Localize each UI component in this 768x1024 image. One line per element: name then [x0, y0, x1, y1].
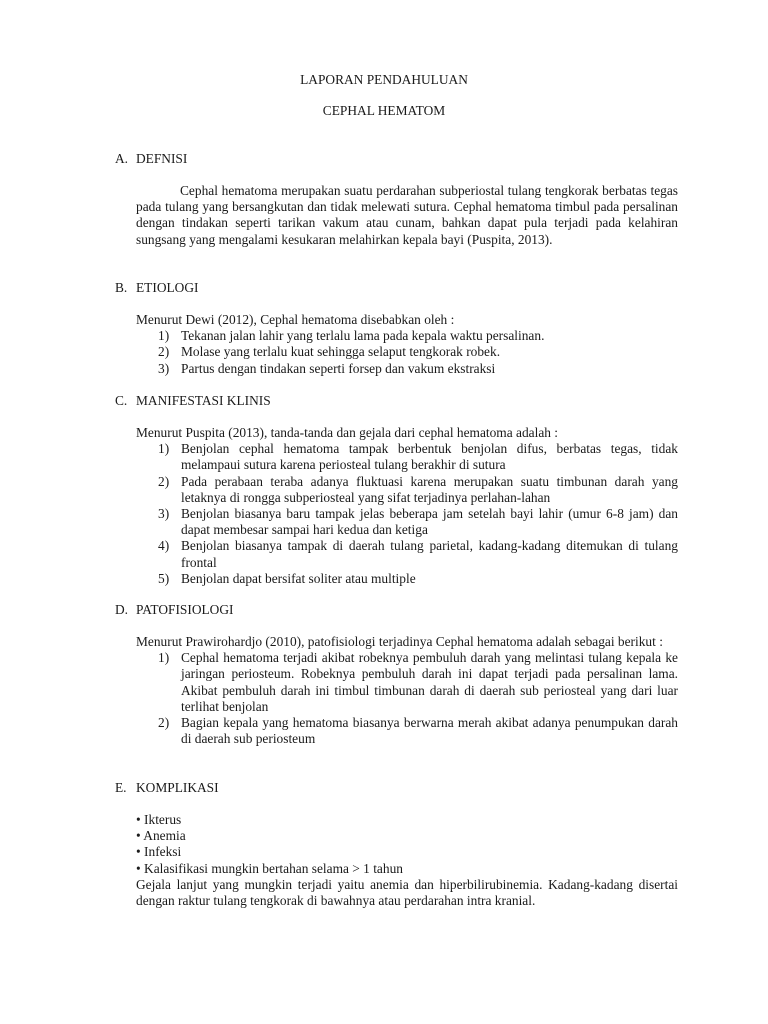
- list-item: [136, 328, 678, 344]
- etiologi-lead: Menurut Dewi (2012), Cephal hematoma disebabkan oleh :: [136, 312, 455, 327]
- list-text: Partus dengan tindakan seperti forsep dan vakum ekstraksi: [181, 360, 496, 376]
- list-number: 3): [158, 506, 170, 522]
- list-text: Benjolan biasanya baru tampak jelas beberapa jam setelah bayi lahir (umur 6-8 jam) dan dapat membesar sampai hari kedua dan ketiga: [181, 506, 678, 538]
- section-title: PATOFISIOLOGI: [136, 602, 234, 617]
- list-item: [136, 571, 678, 587]
- komplikasi-content: [136, 812, 678, 909]
- komplikasi-closing-paragraph: Gejala lanjut yang mungkin terjadi yaitu anemia dan hiperbilirubinemia. Kadang-kadang disertai dengan raktur tulang tengkorak di bawahnya atau perdarahan intra kranial.: [136, 876, 678, 909]
- manifestasi-list: [136, 441, 678, 587]
- section-letter: D.: [115, 602, 129, 617]
- list-text: Benjolan dapat bersifat soliter atau multiple: [181, 570, 416, 586]
- section-letter: E.: [115, 780, 127, 795]
- patofisiologi-lead: Menurut Prawirohardjo (2010), patofisiologi terjadinya Cephal hematoma adalah sebagai berikut :: [136, 634, 663, 649]
- list-number: 5): [158, 570, 170, 586]
- list-item: [136, 506, 678, 538]
- komplikasi-list: [136, 812, 678, 877]
- list-text: Benjolan biasanya tampak di daerah tulang parietal, kadang-kadang ditemukan di tulang frontal: [181, 538, 678, 570]
- list-item: [136, 538, 678, 570]
- section-letter: C.: [115, 393, 128, 408]
- list-text: Bagian kepala yang hematoma biasanya berwarna merah akibat adanya penumpukan darah di daerah sub periosteum: [181, 715, 678, 747]
- section-heading-definisi: [115, 151, 187, 167]
- section-heading-manifestasi-klinis: [115, 393, 271, 409]
- list-number: 2): [158, 473, 170, 489]
- section-title: ETIOLOGI: [136, 280, 199, 295]
- list-number: 1): [158, 650, 170, 666]
- section-title: KOMPLIKASI: [136, 780, 219, 795]
- patofisiologi-content: [136, 634, 678, 747]
- list-number: 1): [158, 328, 170, 344]
- section-heading-patofisiologi: [115, 602, 233, 618]
- section-title: MANIFESTASI KLINIS: [136, 393, 271, 408]
- document-subtitle: CEPHAL HEMATOM: [322, 103, 446, 118]
- list-text: Cephal hematoma terjadi akibat robeknya pembuluh darah yang melintasi tulang kepala ke jaringan periosteum. Robeknya pembuluh darah ini dapat terjadi pada persalinan lama. Akibat pembuluh darah ini timbul timbunan darah di daerah sub periosteal yang dari luar terlihat benjolan: [181, 650, 678, 714]
- section-heading-etiologi: [115, 280, 198, 296]
- section-letter: A.: [115, 151, 129, 166]
- document-title: LAPORAN PENDAHULUAN: [300, 72, 468, 87]
- list-item: • Kalasifikasi mungkin bertahan selama > 1 tahun: [136, 860, 403, 876]
- list-item: • Infeksi: [136, 844, 182, 860]
- list-item: [136, 361, 678, 377]
- list-item: • Ikterus: [136, 812, 182, 827]
- etiologi-list: [136, 328, 678, 377]
- etiologi-content: [136, 312, 678, 377]
- list-item: [136, 344, 678, 360]
- list-number: 2): [158, 715, 170, 731]
- section-letter: B.: [115, 280, 128, 295]
- list-item: [136, 650, 678, 715]
- list-text: Pada perabaan teraba adanya fluktuasi karena merupakan suatu timbunan darah yang letaknya di rongga subperiosteal yang sifat terjadinya perlahan-lahan: [181, 473, 678, 505]
- definisi-paragraph: Cephal hematoma merupakan suatu perdarahan subperiostal tulang tengkorak berbatas tegas pada tulang yang bersangkutan dan tidak melewati sutura. Cephal hematoma timbul pada persalinan dengan tindakan seperti tarikan vakum atau cunam, bahkan dapat pula terjadi pada kelahiran sungsang yang mengalami kesukaran melahirkan kepala bayi (Puspita, 2013).: [136, 183, 678, 247]
- list-number: 2): [158, 344, 170, 360]
- list-number: 3): [158, 360, 170, 376]
- list-text: Benjolan cephal hematoma tampak berbentuk benjolan difus, berbatas tegas, tidak melampaui sutura karena periosteal tulang berakhir di sutura: [181, 441, 678, 473]
- list-item: [136, 441, 678, 473]
- list-number: 4): [158, 538, 170, 554]
- list-item: • Anemia: [136, 828, 186, 844]
- list-number: 1): [158, 441, 170, 457]
- manifestasi-lead: Menurut Puspita (2013), tanda-tanda dan gejala dari cephal hematoma adalah :: [136, 425, 559, 440]
- list-text: Tekanan jalan lahir yang terlalu lama pada kepala waktu persalinan.: [181, 328, 545, 344]
- section-heading-komplikasi: [115, 780, 219, 796]
- manifestasi-content: [136, 425, 678, 587]
- section-title: DEFNISI: [136, 151, 188, 166]
- list-item: [136, 474, 678, 506]
- list-text: Molase yang terlalu kuat sehingga selaput tengkorak robek.: [181, 344, 501, 360]
- list-item: [136, 715, 678, 747]
- patofisiologi-list: [136, 650, 678, 747]
